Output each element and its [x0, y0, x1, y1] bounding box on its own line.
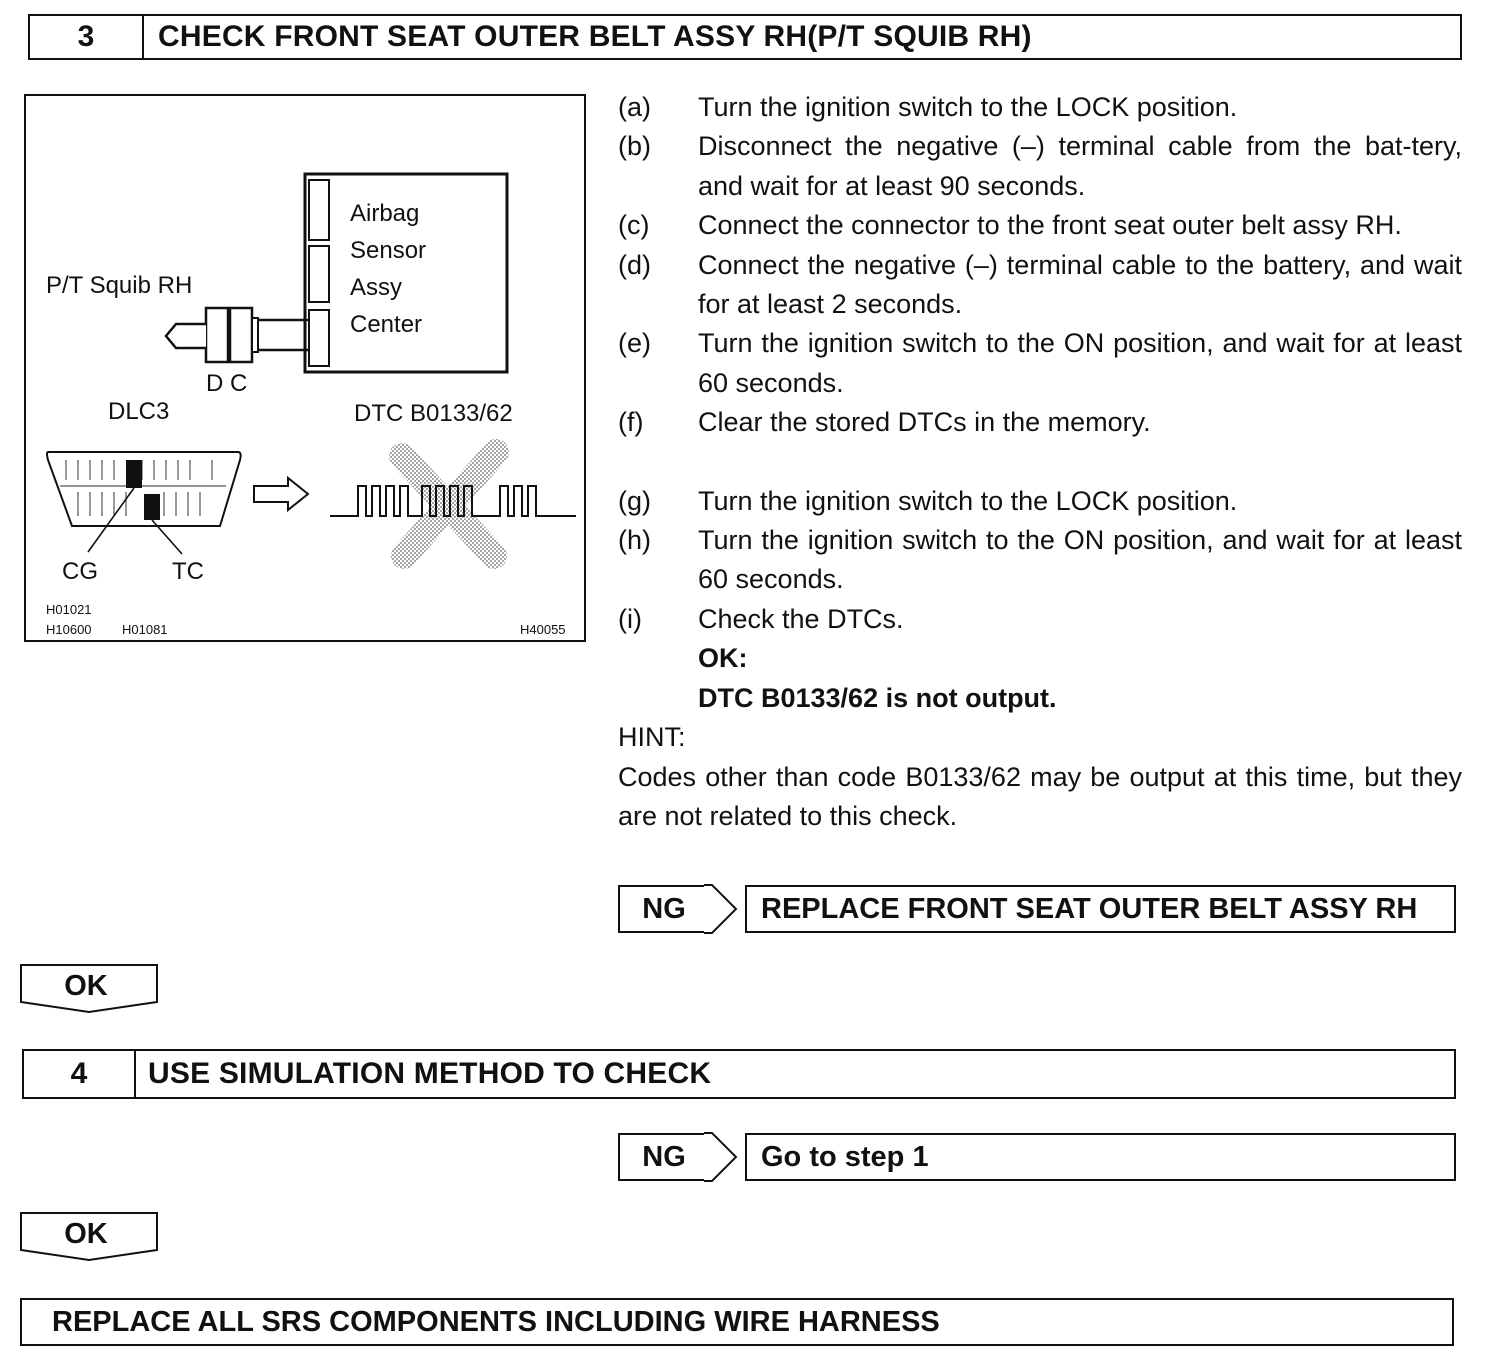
dtc-label: DTC B0133/62 [354, 400, 513, 427]
diagram-drawing [26, 96, 584, 640]
ok-condition: DTC B0133/62 is not output. [698, 682, 1057, 713]
dlc3-connector-drawing [47, 452, 241, 554]
final-action: REPLACE ALL SRS COMPONENTS INCLUDING WIRE HARNESS [52, 1305, 940, 1338]
connector-label: D C [206, 370, 248, 397]
right-arrow-icon [254, 478, 308, 510]
instruction-item: (b) Disconnect the negative (–) terminal cable from the bat-tery, and wait for at least 90 seconds. [618, 131, 1462, 201]
ecu-label-line-2: Sensor [350, 237, 427, 264]
ng-label-box [618, 885, 708, 933]
step-title: USE SIMULATION METHOD TO CHECK [148, 1057, 712, 1090]
instruction-item: (f) Clear the stored DTCs in the memory. [618, 407, 1151, 438]
ng-action-box [745, 1133, 1456, 1181]
ok-label: OK [64, 970, 108, 1002]
hint-text: Codes other than code B0133/62 may be output at this time, but they are not related to this check. [618, 761, 1462, 831]
ok-flow-box [20, 1212, 158, 1262]
ok-label: OK [64, 1218, 108, 1250]
instruction-item: (h) Turn the ignition switch to the ON position, and wait for at least 60 seconds. [618, 525, 1462, 595]
ecu-label-line-4: Center [350, 311, 423, 338]
dlc3-label: DLC3 [108, 398, 170, 425]
step-number: 3 [30, 16, 144, 58]
step-number: 4 [24, 1051, 136, 1097]
instruction-item: (d) Connect the negative (–) terminal cable to the battery, and wait for at least 2 seconds. [618, 249, 1462, 320]
ng-label-box [618, 1133, 708, 1181]
ref-code: H01021 [46, 602, 92, 617]
ng-arrow-icon [704, 1131, 738, 1183]
ecu-label-line-3: Assy [350, 274, 403, 301]
ok-flow-box [20, 964, 158, 1014]
step-4-header [22, 1049, 1456, 1099]
cg-label: CG [62, 558, 98, 585]
wiring-diagram-figure [24, 94, 586, 642]
instruction-item: (g) Turn the ignition switch to the LOCK position. [618, 485, 1238, 516]
ref-code: H01081 [122, 622, 168, 637]
squib-connector [166, 308, 309, 362]
instruction-list [618, 88, 1462, 836]
ng-action: REPLACE FRONT SEAT OUTER BELT ASSY RH [761, 892, 1418, 925]
dtc-waveform [330, 452, 576, 556]
ecu-label-line-1: Airbag [350, 200, 420, 227]
ng-label: NG [642, 892, 686, 925]
squib-label: P/T Squib RH [46, 272, 193, 299]
ref-code: H40055 [520, 622, 566, 637]
instruction-item: (i) Check the DTCs. [618, 603, 904, 634]
ng-action-box [745, 885, 1456, 933]
ng-label: NG [642, 1140, 686, 1173]
final-action-box [20, 1298, 1454, 1346]
hint-label: HINT: [618, 722, 686, 753]
instruction-item: (c) Connect the connector to the front seat outer belt assy RH. [618, 210, 1402, 241]
tc-label: TC [172, 558, 204, 585]
ng-action: Go to step 1 [761, 1140, 929, 1173]
ng-arrow-icon [704, 883, 738, 935]
ref-code: H10600 [46, 622, 92, 637]
instruction-item: (e) Turn the ignition switch to the ON position, and wait for at least 60 seconds. [618, 328, 1462, 398]
step-title: CHECK FRONT SEAT OUTER BELT ASSY RH(P/T SQUIB RH) [158, 20, 1032, 53]
ok-heading: OK: [698, 643, 748, 674]
instruction-item: (a) Turn the ignition switch to the LOCK position. [618, 92, 1238, 122]
step-3-header [28, 14, 1462, 60]
